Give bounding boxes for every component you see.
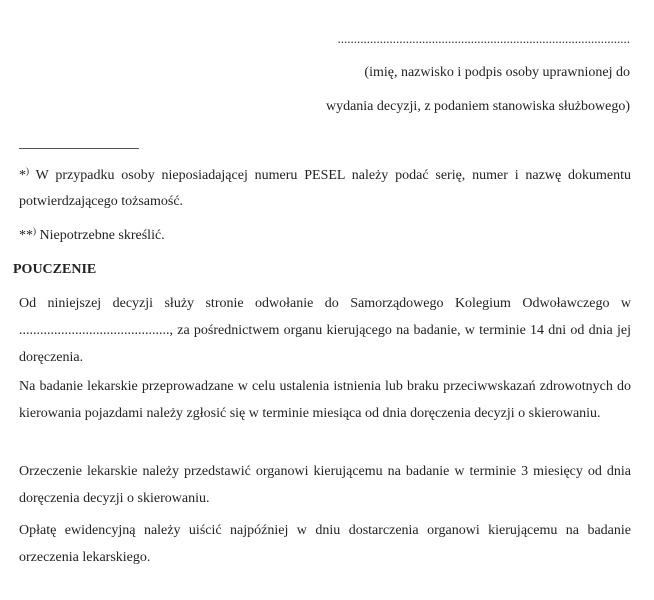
- section-heading: POUCZENIE: [13, 262, 97, 277]
- paragraph-fee: Opłatę ewidencyjną należy uiścić najpóźniej w dniu dostarczenia organowi kierującemu na badanie orzeczenia lekarskiego.: [19, 523, 631, 565]
- signature-caption-line2: wydania decyzji, z podaniem stanowiska służbowego): [325, 99, 630, 114]
- footnote-pesel: [19, 163, 631, 215]
- signature-caption-line1: (imię, nazwisko i podpis osoby uprawnionej do: [364, 65, 630, 80]
- footnote-separator: [19, 148, 139, 149]
- paragraph-medical-exam: Na badanie lekarskie przeprowadzane w celu ustalenia istnienia lub braku przeciwwskazań zdrowotnych do kierowania pojazdami należy zgłosić się w terminie miesiąca od dnia doręczenia decyzji o skierowaniu.: [19, 379, 631, 421]
- paragraph-appeal: Od niniejszej decyzji służy stronie odwołanie do Samorządowego Kolegium Odwoławczego w ..........................................., za pośrednictwem organu kierującego na badanie, w terminie 14 dni od dnia jej doręczenia.: [19, 296, 631, 365]
- footnote-mark: *: [19, 168, 26, 183]
- footnote-mark: **: [19, 228, 33, 243]
- paragraph-certificate: Orzeczenie lekarskie należy przedstawić organowi kierującemu na badanie w terminie 3 miesięcy od dnia doręczenia decyzji o skierowaniu.: [19, 464, 631, 506]
- footnote-sup: ): [33, 226, 36, 236]
- footnote-sup: ): [26, 166, 29, 176]
- signature-line: ..........................................................................................: [337, 31, 630, 46]
- footnote-strike: [19, 223, 631, 249]
- footnote-text: Niepotrzebne skreślić.: [36, 228, 165, 243]
- footnote-text: W przypadku osoby nieposiadającej numeru PESEL należy podać serię, numer i nazwę dokumentu potwierdzającego tożsamość.: [19, 168, 631, 209]
